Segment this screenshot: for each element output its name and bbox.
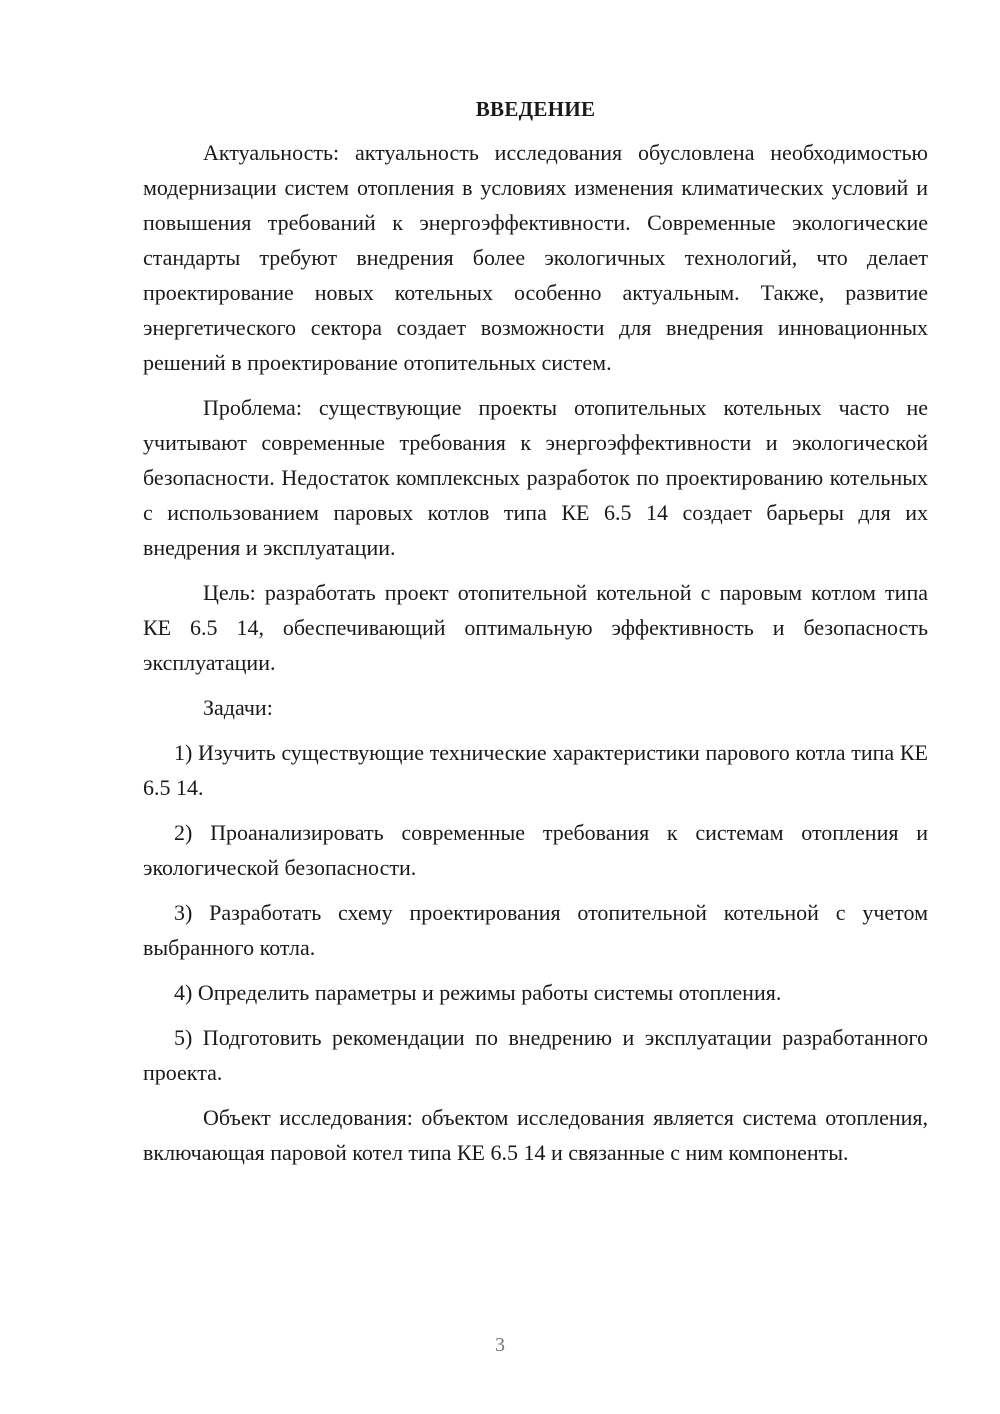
relevance-paragraph: Актуальность: актуальность исследования обусловлена необходимостью модернизации систем отопления в условиях изменения климатических условий и повышения требований к энергоэффективности. Современные экологические стандарты требуют внедрения более экологичных технологий, что делает проектирование новых котельных особенно актуальным. Также, развитие энергетического сектора создает возможности для внедрения инновационных решений в проектирование отопительных систем.	[143, 140, 928, 375]
tasks-heading: Задачи:	[203, 695, 273, 720]
page-content	[143, 92, 928, 1180]
tasks-list	[143, 735, 928, 1090]
problem-paragraph: Проблема: существующие проекты отопительных котельных часто не учитывают современные требования к энергоэффективности и экологической безопасности. Недостаток комплексных разработок по проектированию котельных с использованием паровых котлов типа КЕ 6.5 14 создает барьеры для их внедрения и эксплуатации.	[143, 395, 928, 560]
goal-paragraph: Цель: разработать проект отопительной котельной с паровым котлом типа КЕ 6.5 14, обеспечивающий оптимальную эффективность и безопасность эксплуатации.	[143, 580, 928, 675]
page-title: ВВЕДЕНИЕ	[475, 97, 596, 121]
task-item-5: 5) Подготовить рекомендации по внедрению и эксплуатации разработанного проекта.	[143, 1025, 928, 1085]
task-item-1: 1) Изучить существующие технические характеристики парового котла типа КЕ 6.5 14.	[143, 740, 928, 800]
page-number: 3	[495, 1334, 505, 1356]
object-paragraph: Объект исследования: объектом исследования является система отопления, включающая паровой котел типа КЕ 6.5 14 и связанные с ним компоненты.	[143, 1105, 928, 1165]
task-item-2: 2) Проанализировать современные требования к системам отопления и экологической безопасности.	[143, 820, 928, 880]
task-item-4: 4) Определить параметры и режимы работы системы отопления.	[174, 980, 782, 1005]
task-item-3: 3) Разработать схему проектирования отопительной котельной с учетом выбранного котла.	[143, 900, 928, 960]
